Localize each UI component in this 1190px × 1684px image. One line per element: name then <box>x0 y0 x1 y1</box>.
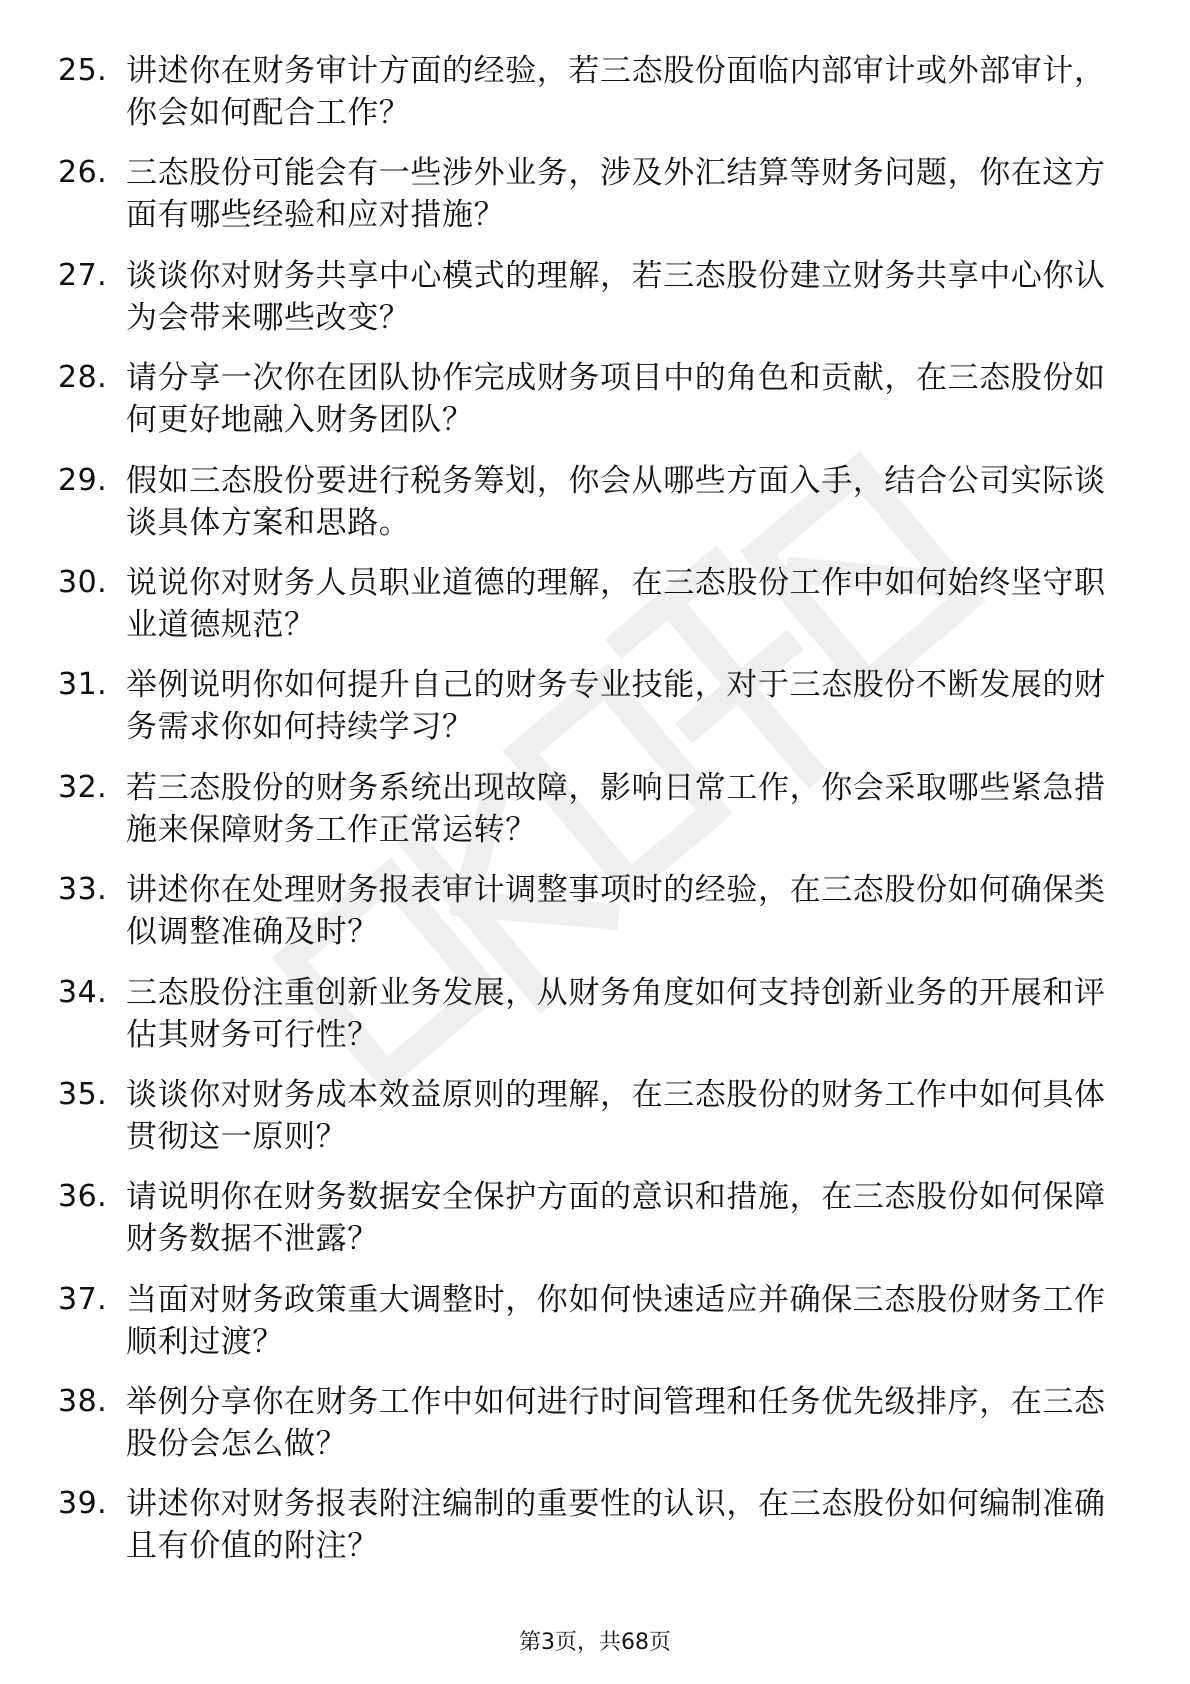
question-number: 31. <box>58 667 108 703</box>
question-list <box>0 50 1190 1586</box>
question-number: 36. <box>58 1179 108 1215</box>
question-text: 讲述你对财务报表附注编制的重要性的认识，在三态股份如何编制准确且有价值的附注？ <box>126 1486 1106 1565</box>
question-item <box>0 1176 1190 1278</box>
question-text: 举例分享你在财务工作中如何进行时间管理和任务优先级排序，在三态股份会怎么做？ <box>126 1384 1106 1463</box>
question-item <box>0 664 1190 766</box>
question-item <box>0 1279 1190 1381</box>
question-text: 讲述你在处理财务报表审计调整事项时的经验，在三态股份如何确保类似调整准确及时？ <box>126 872 1106 951</box>
question-item <box>0 562 1190 664</box>
question-item <box>0 152 1190 254</box>
question-number: 26. <box>58 155 108 191</box>
question-number: 25. <box>58 53 108 88</box>
question-number: 28. <box>58 360 108 396</box>
question-text: 假如三态股份要进行税务筹划，你会从哪些方面入手，结合公司实际谈谈具体方案和思路。 <box>126 462 1106 541</box>
question-number: 33. <box>58 872 108 908</box>
question-text: 谈谈你对财务共享中心模式的理解，若三态股份建立财务共享中心你认为会带来哪些改变？ <box>126 257 1106 336</box>
question-item <box>0 767 1190 869</box>
question-number: 38. <box>58 1384 108 1420</box>
question-text: 当面对财务政策重大调整时，你如何快速适应并确保三态股份财务工作顺利过渡？ <box>126 1281 1106 1360</box>
page-number-label: 第3页，共68页 <box>519 1630 671 1655</box>
question-number: 29. <box>58 462 108 498</box>
question-text: 举例说明你如何提升自己的财务专业技能，对于三态股份不断发展的财务需求你如何持续学习？ <box>126 667 1106 746</box>
question-number: 39. <box>58 1486 108 1522</box>
question-text: 讲述你在财务审计方面的经验，若三态股份面临内部审计或外部审计，你会如何配合工作？ <box>126 53 1106 131</box>
question-text: 请说明你在财务数据安全保护方面的意识和措施，在三态股份如何保障财务数据不泄露？ <box>126 1179 1106 1258</box>
question-number: 35. <box>58 1076 108 1112</box>
question-item <box>0 1483 1190 1585</box>
question-text: 请分享一次你在团队协作完成财务项目中的角色和贡献，在三态股份如何更好地融入财务团队？ <box>126 360 1106 439</box>
question-text: 若三态股份的财务系统出现故障，影响日常工作，你会采取哪些紧急措施来保障财务工作正常运转？ <box>126 769 1106 848</box>
question-item <box>0 255 1190 357</box>
question-text: 谈谈你对财务成本效益原则的理解，在三态股份的财务工作中如何具体贯彻这一原则？ <box>126 1076 1106 1155</box>
question-number: 34. <box>58 974 108 1010</box>
question-item <box>0 972 1190 1074</box>
question-text: 三态股份可能会有一些涉外业务，涉及外汇结算等财务问题，你在这方面有哪些经验和应对措施？ <box>126 155 1106 234</box>
page-footer <box>0 1628 1190 1658</box>
question-text: 三态股份注重创新业务发展，从财务角度如何支持创新业务的开展和评估其财务可行性？ <box>126 974 1106 1053</box>
question-number: 30. <box>58 564 108 600</box>
question-text: 说说你对财务人员职业道德的理解，在三态股份工作中如何始终坚守职业道德规范？ <box>126 564 1106 643</box>
question-item <box>0 50 1190 152</box>
question-item <box>0 1074 1190 1176</box>
question-number: 27. <box>58 257 108 293</box>
question-item <box>0 357 1190 459</box>
question-item <box>0 869 1190 971</box>
question-item <box>0 460 1190 562</box>
question-item <box>0 1381 1190 1483</box>
question-number: 37. <box>58 1281 108 1317</box>
question-number: 32. <box>58 769 108 805</box>
